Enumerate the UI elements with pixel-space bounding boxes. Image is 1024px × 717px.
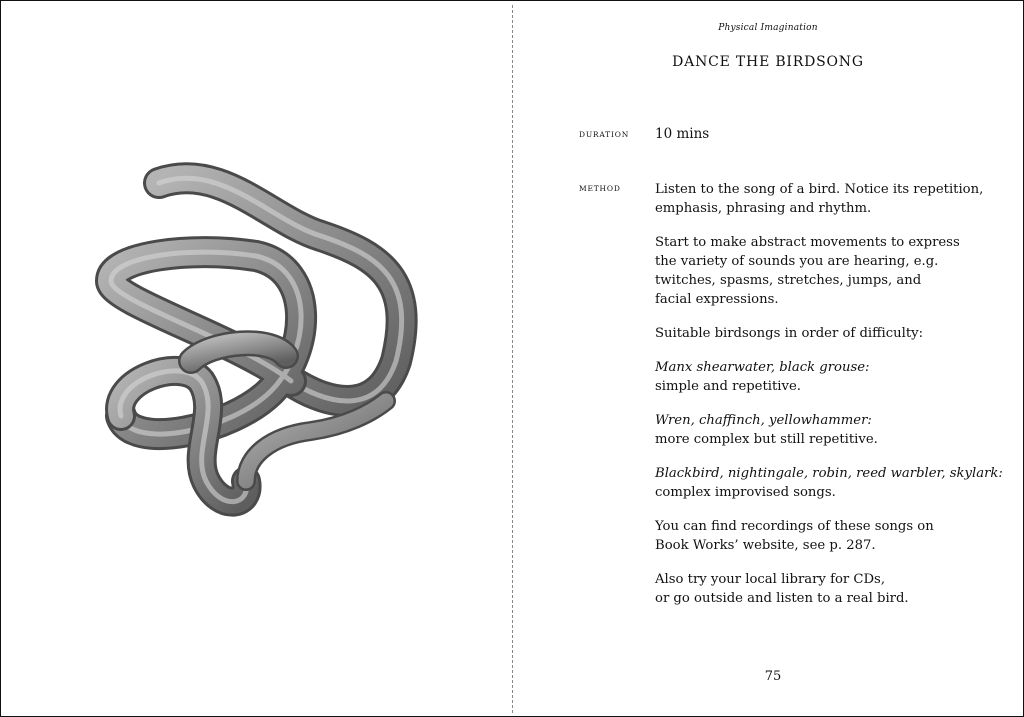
bird-names: Blackbird, nightingale, robin, reed warbler, skylark: (655, 466, 1003, 481)
left-page (1, 1, 512, 716)
text-line: You can find recordings of these songs on (655, 519, 934, 534)
bird-names: Wren, chaffinch, yellowhammer: (655, 413, 872, 428)
method-paragraph (655, 324, 1005, 343)
birdsong-level-medium (655, 411, 1005, 449)
running-head: Physical Imagination (718, 23, 818, 33)
page-number: 75 (764, 669, 782, 684)
duration-value: 10 mins (655, 126, 710, 142)
text-line: the variety of sounds you are hearing, e.g. (655, 254, 939, 269)
birdsong-level-easy (655, 358, 1005, 396)
birdsong-level-hard (655, 464, 1005, 502)
text-line: Listen to the song of a bird. Notice its repetition, (655, 182, 984, 197)
text-line: Start to make abstract movements to express (655, 235, 960, 250)
right-page (513, 1, 1023, 716)
text-line: Suitable birdsongs in order of difficulty: (655, 326, 924, 341)
difficulty-description: simple and repetitive. (655, 379, 801, 394)
bird-names: Manx shearwater, black grouse: (655, 360, 870, 375)
text-line: facial expressions. (655, 292, 779, 307)
text-line: or go outside and listen to a real bird. (655, 591, 909, 606)
method-label: METHOD (579, 184, 621, 193)
method-paragraph (655, 233, 1005, 309)
text-line: Also try your local library for CDs, (655, 572, 886, 587)
text-line: Book Works’ website, see p. 287. (655, 538, 876, 553)
coiled-sculpture-image (71, 151, 431, 541)
method-text (655, 180, 1005, 623)
text-line: twitches, spasms, stretches, jumps, and (655, 273, 922, 288)
page-title: DANCE THE BIRDSONG (672, 54, 864, 70)
method-paragraph (655, 180, 1005, 218)
difficulty-description: complex improvised songs. (655, 485, 836, 500)
method-paragraph (655, 517, 1005, 555)
method-paragraph (655, 570, 1005, 608)
text-line: emphasis, phrasing and rhythm. (655, 201, 872, 216)
difficulty-description: more complex but still repetitive. (655, 432, 878, 447)
duration-label: DURATION (579, 130, 630, 139)
